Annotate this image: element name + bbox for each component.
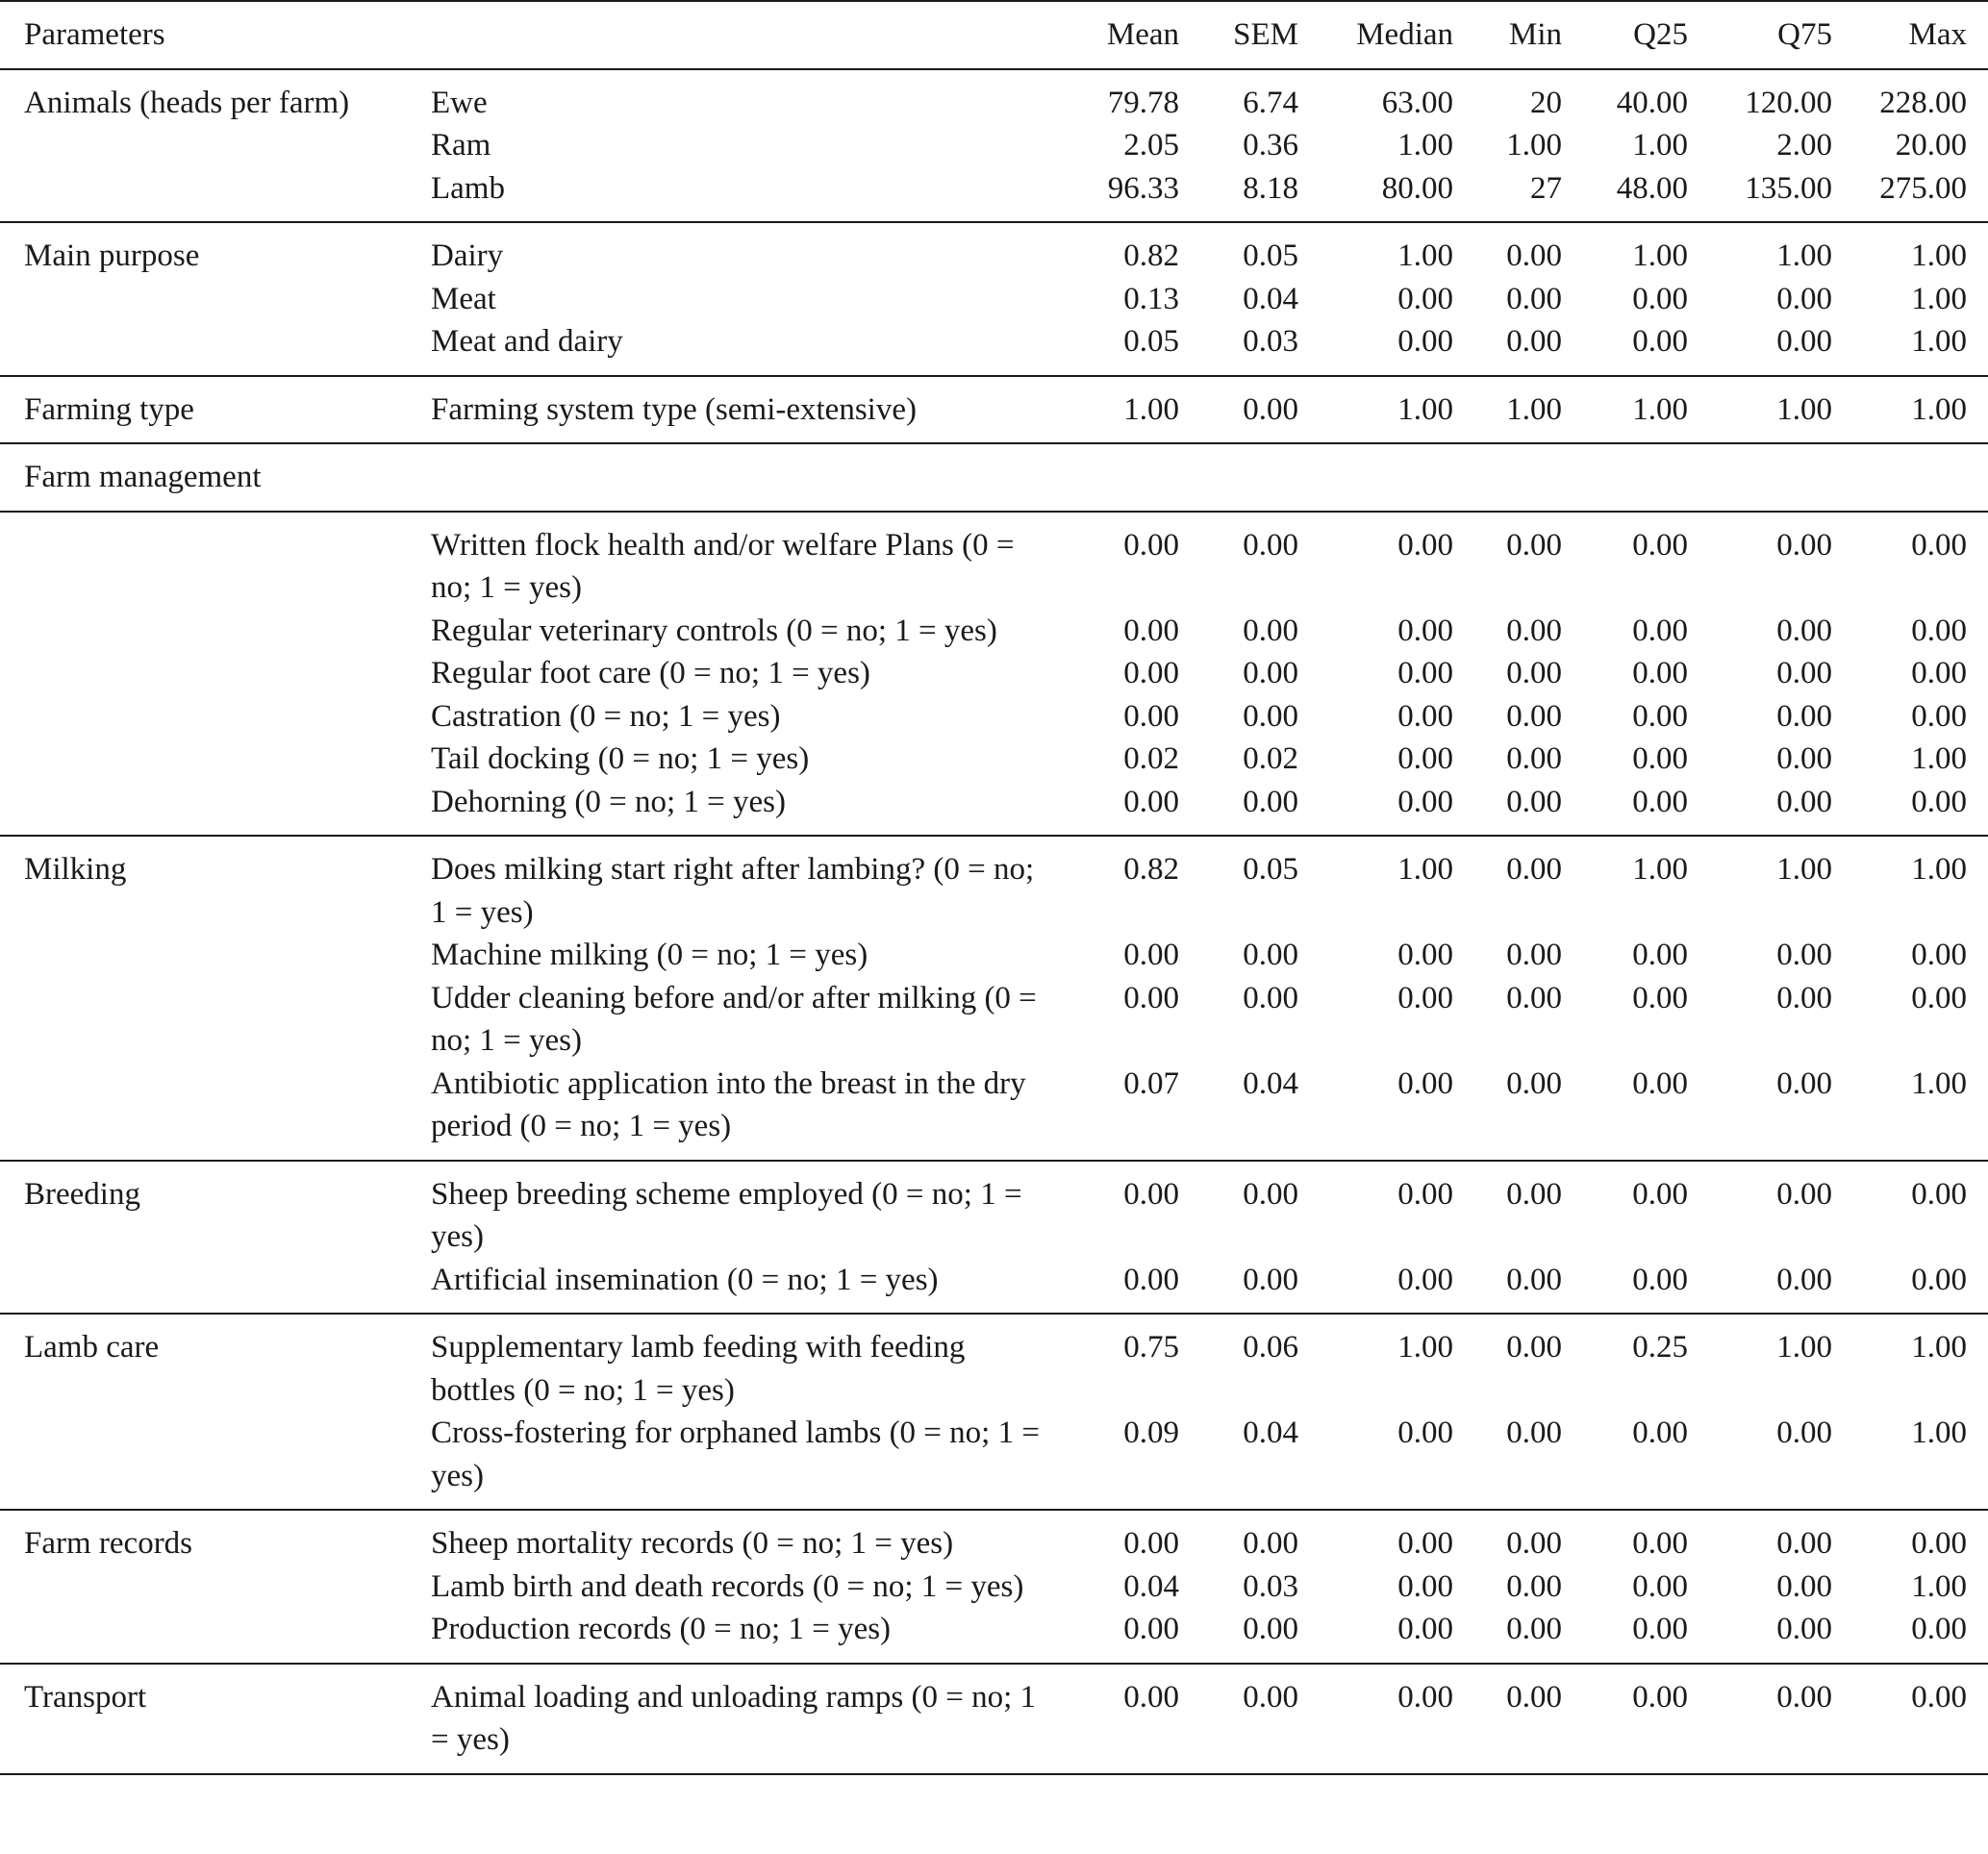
cell-median: 0.00	[1397, 784, 1454, 819]
cell-max: 1.00	[1911, 238, 1968, 273]
cell-median: 1.00	[1397, 391, 1454, 427]
cell-median: 1.00	[1397, 238, 1454, 273]
table-header	[0, 1, 1988, 69]
cell-sem: 0.03	[1243, 324, 1299, 359]
cell-q25: 0.00	[1632, 1679, 1689, 1715]
cell-median: 0.00	[1397, 698, 1454, 734]
cell-sem: 0.04	[1243, 281, 1299, 316]
cell-max: 0.00	[1911, 613, 1968, 648]
cell-min: 0.00	[1506, 938, 1563, 972]
row-description: Ewe	[431, 85, 488, 120]
cell-mean: 0.82	[1123, 238, 1180, 273]
row-description: Sheep breeding scheme employed (0 = no; 1 = yes)	[431, 1176, 1022, 1254]
group-label	[0, 977, 426, 1063]
cell-min: 0.00	[1506, 741, 1563, 776]
cell-min: 0.00	[1506, 784, 1563, 819]
cell-max: 1.00	[1911, 852, 1968, 887]
cell-min: 0.00	[1506, 1679, 1563, 1715]
table-group	[0, 1161, 1988, 1315]
cell-mean: 0.00	[1123, 980, 1180, 1015]
cell-q25: 0.25	[1632, 1330, 1689, 1365]
cell-max: 0.00	[1911, 656, 1968, 690]
cell-min: 0.00	[1506, 1176, 1563, 1212]
group-label	[0, 738, 426, 781]
cell-q75: 0.00	[1776, 698, 1833, 734]
row-description: Meat and dairy	[431, 324, 623, 359]
header-sem: SEM	[1179, 1, 1298, 69]
cell-max: 228.00	[1879, 85, 1968, 120]
cell-min: 27	[1530, 170, 1563, 206]
cell-min: 1.00	[1506, 391, 1563, 427]
cell-mean: 0.00	[1123, 527, 1180, 563]
cell-q75: 1.00	[1776, 1330, 1833, 1365]
table-row	[0, 781, 1988, 837]
row-description: Sheep mortality records (0 = no; 1 = yes)	[431, 1526, 954, 1561]
cell-mean: 79.78	[1107, 85, 1180, 120]
cell-q75: 0.00	[1776, 938, 1833, 972]
table-row	[0, 738, 1988, 781]
table-row	[0, 1664, 1988, 1774]
cell-q75: 0.00	[1776, 281, 1833, 316]
cell-q75: 0.00	[1776, 1526, 1833, 1561]
group-label: Farm management	[24, 460, 262, 494]
cell-max: 1.00	[1911, 1065, 1968, 1101]
row-description: Written flock health and/or welfare Plans (0 = no; 1 = yes)	[431, 527, 1015, 605]
table-row	[0, 512, 1988, 610]
cell-q75: 0.00	[1776, 656, 1833, 690]
row-description: Lamb birth and death records (0 = no; 1 = yes)	[431, 1568, 1024, 1604]
cell-median: 0.00	[1397, 1679, 1454, 1715]
cell-q25: 0.00	[1632, 698, 1689, 734]
table-row	[0, 1259, 1988, 1315]
cell-mean: 2.05	[1123, 128, 1180, 163]
group-label: Lamb care	[24, 1330, 160, 1365]
cell-mean: 0.04	[1123, 1568, 1180, 1604]
cell-sem: 0.00	[1243, 391, 1299, 427]
table-group	[0, 443, 1988, 512]
row-description	[426, 443, 1046, 512]
group-label	[0, 124, 426, 167]
group-label	[0, 278, 426, 321]
row-description: Artificial insemination (0 = no; 1 = yes)	[431, 1262, 939, 1297]
cell-max: 1.00	[1911, 324, 1968, 359]
cell-median: 0.00	[1397, 938, 1454, 972]
cell-min: 0.00	[1506, 852, 1563, 887]
cell-q75: 0.00	[1776, 1679, 1833, 1715]
cell-q25: 1.00	[1632, 238, 1689, 273]
cell-q25: 0.00	[1632, 1065, 1689, 1101]
cell-min: 0.00	[1506, 1416, 1563, 1450]
cell-q75: 0.00	[1776, 1612, 1833, 1646]
table-group	[0, 222, 1988, 376]
cell-mean: 0.00	[1123, 698, 1180, 734]
cell-q75: 0.00	[1776, 980, 1833, 1015]
cell-median: 0.00	[1397, 1176, 1454, 1212]
cell-sem: 6.74	[1243, 85, 1299, 120]
cell-q75: 1.00	[1776, 238, 1833, 273]
cell-q75: 0.00	[1776, 784, 1833, 819]
cell-min: 0.00	[1506, 281, 1563, 316]
table-row	[0, 934, 1988, 977]
table-group	[0, 1314, 1988, 1510]
cell-mean: 0.00	[1123, 1612, 1180, 1646]
table-group	[0, 836, 1988, 1161]
table-group	[0, 512, 1988, 837]
group-label	[0, 1608, 426, 1664]
group-label	[0, 1259, 426, 1315]
row-description: Supplementary lamb feeding with feeding bottles (0 = no; 1 = yes)	[431, 1330, 966, 1408]
cell-median	[1298, 443, 1453, 512]
cell-median: 80.00	[1381, 170, 1454, 206]
cell-sem: 8.18	[1243, 170, 1299, 206]
cell-q25: 1.00	[1632, 391, 1689, 427]
group-label	[0, 1412, 426, 1510]
cell-q25: 0.00	[1632, 656, 1689, 690]
table-row	[0, 610, 1988, 653]
row-description: Dairy	[431, 238, 504, 273]
cell-max: 1.00	[1911, 1568, 1968, 1604]
group-label	[0, 652, 426, 695]
row-description: Castration (0 = no; 1 = yes)	[431, 698, 781, 734]
cell-q25	[1562, 443, 1688, 512]
cell-q25: 48.00	[1616, 170, 1689, 206]
table-row	[0, 278, 1988, 321]
cell-median: 0.00	[1397, 1262, 1454, 1297]
group-label: Transport	[24, 1679, 147, 1715]
table-row	[0, 1510, 1988, 1566]
cell-sem: 0.00	[1243, 698, 1299, 734]
header-parameters: Parameters	[0, 1, 1046, 69]
header-q25: Q25	[1562, 1, 1688, 69]
cell-sem: 0.00	[1243, 613, 1299, 648]
cell-median: 1.00	[1397, 852, 1454, 887]
cell-max: 1.00	[1911, 281, 1968, 316]
cell-sem: 0.00	[1243, 938, 1299, 972]
cell-q25: 0.00	[1632, 1416, 1689, 1450]
cell-max: 0.00	[1911, 698, 1968, 734]
table-row	[0, 836, 1988, 934]
row-description: Does milking start right after lambing? (0 = no; 1 = yes)	[431, 852, 1035, 930]
group-label	[0, 610, 426, 653]
cell-q25: 0.00	[1632, 613, 1689, 648]
group-label	[0, 934, 426, 977]
table-row	[0, 1314, 1988, 1412]
cell-sem: 0.00	[1243, 1612, 1299, 1646]
cell-sem: 0.00	[1243, 1262, 1299, 1297]
cell-mean: 0.05	[1123, 324, 1180, 359]
cell-mean: 0.07	[1123, 1065, 1180, 1101]
cell-q75: 0.00	[1776, 324, 1833, 359]
table-row	[0, 1608, 1988, 1664]
table-group	[0, 1510, 1988, 1664]
row-description: Lamb	[431, 170, 505, 206]
cell-q75: 0.00	[1776, 1065, 1833, 1101]
row-description: Antibiotic application into the breast in the dry period (0 = no; 1 = yes)	[431, 1065, 1026, 1143]
cell-min: 0.00	[1506, 1065, 1563, 1101]
cell-sem: 0.05	[1243, 852, 1299, 887]
row-description: Regular foot care (0 = no; 1 = yes)	[431, 656, 870, 690]
cell-mean	[1046, 443, 1179, 512]
cell-q25: 0.00	[1632, 784, 1689, 819]
cell-sem: 0.04	[1243, 1416, 1299, 1450]
cell-min: 0.00	[1506, 1330, 1563, 1365]
cell-sem: 0.00	[1243, 656, 1299, 690]
cell-sem: 0.05	[1243, 238, 1299, 273]
cell-max: 0.00	[1911, 1176, 1968, 1212]
cell-mean: 0.00	[1123, 613, 1180, 648]
cell-sem: 0.00	[1243, 784, 1299, 819]
cell-q75	[1688, 443, 1832, 512]
row-description: Regular veterinary controls (0 = no; 1 = yes)	[431, 613, 997, 648]
cell-median: 1.00	[1397, 1330, 1454, 1365]
group-label	[0, 512, 426, 610]
cell-sem: 0.02	[1243, 741, 1299, 776]
cell-q25: 0.00	[1632, 1568, 1689, 1604]
cell-max: 20.00	[1895, 128, 1968, 163]
cell-median: 63.00	[1381, 85, 1454, 120]
group-label: Main purpose	[24, 238, 200, 273]
table-row	[0, 977, 1988, 1063]
row-description: Production records (0 = no; 1 = yes)	[431, 1612, 892, 1646]
cell-q75: 0.00	[1776, 527, 1833, 563]
cell-q25: 0.00	[1632, 1526, 1689, 1561]
header-mean: Mean	[1046, 1, 1179, 69]
cell-min: 20	[1530, 85, 1563, 120]
cell-mean: 0.75	[1123, 1330, 1180, 1365]
group-label: Farming type	[24, 391, 194, 427]
cell-q25: 0.00	[1632, 527, 1689, 563]
table-row	[0, 320, 1988, 376]
cell-sem: 0.36	[1243, 128, 1299, 163]
table-row	[0, 69, 1988, 125]
header-median: Median	[1298, 1, 1453, 69]
cell-max: 0.00	[1911, 527, 1968, 563]
cell-q25: 0.00	[1632, 1176, 1689, 1212]
cell-sem: 0.04	[1243, 1065, 1299, 1101]
cell-max: 0.00	[1911, 980, 1968, 1015]
cell-q75: 0.00	[1776, 1568, 1833, 1604]
cell-median: 0.00	[1397, 656, 1454, 690]
cell-sem: 0.00	[1243, 1679, 1299, 1715]
cell-sem	[1179, 443, 1298, 512]
cell-mean: 0.82	[1123, 852, 1180, 887]
cell-q75: 2.00	[1776, 128, 1833, 163]
header-min: Min	[1453, 1, 1562, 69]
cell-sem: 0.00	[1243, 1176, 1299, 1212]
table-row	[0, 1412, 1988, 1510]
cell-max: 1.00	[1911, 391, 1968, 427]
cell-median: 0.00	[1397, 1526, 1454, 1561]
cell-mean: 0.00	[1123, 656, 1180, 690]
header-max: Max	[1832, 1, 1988, 69]
cell-median: 0.00	[1397, 527, 1454, 563]
cell-median: 0.00	[1397, 1065, 1454, 1101]
row-description: Udder cleaning before and/or after milking (0 = no; 1 = yes)	[431, 980, 1037, 1058]
cell-q75: 0.00	[1776, 1416, 1833, 1450]
cell-mean: 0.00	[1123, 1526, 1180, 1561]
cell-median: 0.00	[1397, 281, 1454, 316]
cell-max: 275.00	[1879, 170, 1968, 206]
cell-median: 0.00	[1397, 1416, 1454, 1450]
table-row	[0, 222, 1988, 278]
cell-q25: 0.00	[1632, 1262, 1689, 1297]
cell-max: 1.00	[1911, 1330, 1968, 1365]
cell-min: 0.00	[1506, 1612, 1563, 1646]
cell-max: 0.00	[1911, 1526, 1968, 1561]
cell-q75: 120.00	[1745, 85, 1833, 120]
cell-max: 0.00	[1911, 1679, 1968, 1715]
row-description: Dehorning (0 = no; 1 = yes)	[431, 784, 786, 819]
cell-q75: 0.00	[1776, 1176, 1833, 1212]
cell-max: 0.00	[1911, 1262, 1968, 1297]
cell-max: 1.00	[1911, 1416, 1968, 1450]
cell-mean: 0.00	[1123, 938, 1180, 972]
cell-q75: 1.00	[1776, 391, 1833, 427]
table-row	[0, 695, 1988, 739]
cell-q75: 0.00	[1776, 741, 1833, 776]
cell-q75: 1.00	[1776, 852, 1833, 887]
cell-min: 0.00	[1506, 324, 1563, 359]
row-description: Animal loading and unloading ramps (0 = no; 1 = yes)	[431, 1679, 1037, 1757]
cell-q25: 1.00	[1632, 128, 1689, 163]
cell-max: 0.00	[1911, 784, 1968, 819]
cell-mean: 0.00	[1123, 784, 1180, 819]
group-label	[0, 781, 426, 837]
cell-q25: 40.00	[1616, 85, 1689, 120]
cell-mean: 0.00	[1123, 1176, 1180, 1212]
group-label	[0, 320, 426, 376]
table-row	[0, 167, 1988, 223]
header-row	[0, 1, 1988, 69]
row-description: Meat	[431, 281, 496, 316]
group-label: Milking	[24, 852, 127, 887]
group-label: Animals (heads per farm)	[24, 85, 350, 120]
row-description: Farming system type (semi-extensive)	[431, 391, 917, 427]
cell-median: 0.00	[1397, 324, 1454, 359]
cell-q25: 0.00	[1632, 281, 1689, 316]
cell-sem: 0.00	[1243, 980, 1299, 1015]
cell-max: 1.00	[1911, 741, 1968, 776]
cell-q25: 0.00	[1632, 938, 1689, 972]
header-q75: Q75	[1688, 1, 1832, 69]
row-description: Machine milking (0 = no; 1 = yes)	[431, 938, 868, 972]
table-row	[0, 443, 1988, 512]
cell-q75: 0.00	[1776, 613, 1833, 648]
cell-sem: 0.06	[1243, 1330, 1299, 1365]
cell-q75: 0.00	[1776, 1262, 1833, 1297]
cell-min: 0.00	[1506, 527, 1563, 563]
cell-median: 0.00	[1397, 1612, 1454, 1646]
cell-median: 0.00	[1397, 1568, 1454, 1604]
table-row	[0, 1063, 1988, 1161]
cell-min: 0.00	[1506, 613, 1563, 648]
cell-mean: 0.00	[1123, 1679, 1180, 1715]
table-row	[0, 652, 1988, 695]
cell-q25: 0.00	[1632, 741, 1689, 776]
row-description: Ram	[431, 128, 491, 163]
table-group	[0, 376, 1988, 444]
cell-sem: 0.00	[1243, 527, 1299, 563]
cell-q25: 0.00	[1632, 324, 1689, 359]
table-row	[0, 1566, 1988, 1609]
table-group	[0, 1664, 1988, 1774]
cell-q25: 0.00	[1632, 980, 1689, 1015]
table-group	[0, 69, 1988, 223]
cell-mean: 0.09	[1123, 1416, 1180, 1450]
cell-q75: 135.00	[1745, 170, 1833, 206]
cell-mean: 0.02	[1123, 741, 1180, 776]
cell-sem: 0.00	[1243, 1526, 1299, 1561]
table-row	[0, 124, 1988, 167]
group-label	[0, 167, 426, 223]
group-label	[0, 1063, 426, 1161]
cell-min: 0.00	[1506, 1526, 1563, 1561]
cell-median: 0.00	[1397, 613, 1454, 648]
cell-max	[1832, 443, 1988, 512]
group-label	[0, 695, 426, 739]
cell-mean: 0.13	[1123, 281, 1180, 316]
cell-min: 0.00	[1506, 1568, 1563, 1604]
cell-min: 0.00	[1506, 980, 1563, 1015]
cell-median: 0.00	[1397, 741, 1454, 776]
cell-median: 0.00	[1397, 980, 1454, 1015]
cell-min: 0.00	[1506, 238, 1563, 273]
table-row	[0, 1161, 1988, 1259]
group-label	[0, 1566, 426, 1609]
cell-min: 0.00	[1506, 656, 1563, 690]
cell-mean: 96.33	[1107, 170, 1180, 206]
table-row	[0, 376, 1988, 444]
cell-min: 0.00	[1506, 1262, 1563, 1297]
row-description: Tail docking (0 = no; 1 = yes)	[431, 741, 810, 776]
cell-q25: 1.00	[1632, 852, 1689, 887]
cell-max: 0.00	[1911, 938, 1968, 972]
cell-max: 0.00	[1911, 1612, 1968, 1646]
cell-median: 1.00	[1397, 128, 1454, 163]
cell-min: 1.00	[1506, 128, 1563, 163]
cell-q25: 0.00	[1632, 1612, 1689, 1646]
cell-mean: 1.00	[1123, 391, 1180, 427]
group-label: Breeding	[24, 1176, 140, 1212]
cell-min	[1453, 443, 1562, 512]
group-label: Farm records	[24, 1526, 193, 1561]
cell-mean: 0.00	[1123, 1262, 1180, 1297]
cell-sem: 0.03	[1243, 1568, 1299, 1604]
cell-min: 0.00	[1506, 698, 1563, 734]
row-description: Cross-fostering for orphaned lambs (0 = no; 1 = yes)	[431, 1416, 1040, 1493]
